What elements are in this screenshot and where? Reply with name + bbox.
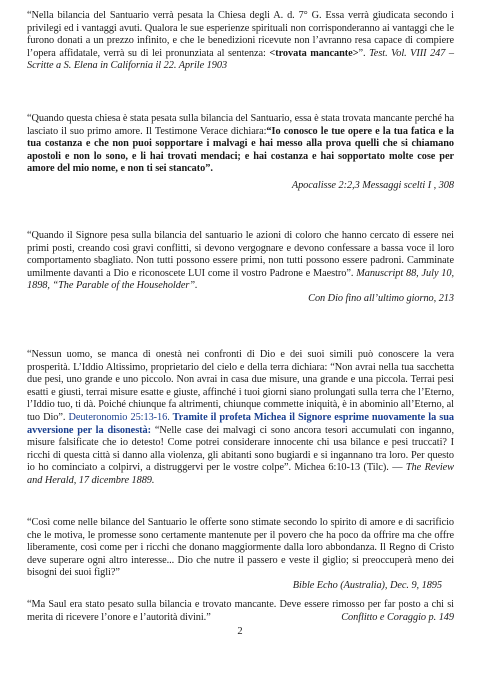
quote-4-bold: Tramite il profeta Michea il Signore esprime nuovamente la sua avversione per la disonestà:	[27, 411, 454, 436]
quote-1	[27, 10, 454, 73]
quote-6-citation: Conflitto e Coraggio p. 149	[341, 611, 454, 623]
page-number: 2	[237, 626, 243, 637]
quote-3-text: “Quando il Signore pesa sulla bilancia del santuario le azioni di coloro che hanno cercato di essere nei primi posti, creando così gravi conflitti, si devono vergognare e devono confessare a bassa voce il loro comportamento sbagliato. Non tutti possono essere primi, non tutti possono essere padroni. Camminate umilmente davanti a Dio e riconoscete LUI come il vostro Padrone e Maestro”.	[27, 230, 454, 279]
quote-5-text: “Così come nelle bilance del Santuario le offerte sono stimate secondo lo spirito di amore e di sacrificio che le motiva, le promesse sono certamente mantenute per il povero che ha poco da offrire ma che offre liberamente, così come per i ricchi che donano maggiormente dalla loro abbondanza. Il Regno di Cristo deve superare ogni altro interesse... Dio che nutre il passero e veste il giglio; si preoccuperà meno dei bisogni dei suoi figli?”	[27, 517, 454, 579]
quote-6	[27, 599, 454, 624]
quote-2-bold: “Io conosco le tue opere e la tua fatica e la tua costanza e che non puoi sopportare i malvagi e hai messo alla prova quelli che si chiamano apostoli e non lo sono, e li hai trovati mendaci; e hai costanza e hai sopportato molte cose per amore del mio nome, e non ti sei stancato”.	[27, 125, 454, 175]
quote-3	[27, 230, 454, 306]
quote-1-citation: Test. Vol. VIII 247 – Scritte a S. Elena in California il 22. Aprile 1903	[27, 47, 454, 72]
quote-2	[27, 113, 454, 193]
quote-6-text: “Ma Saul era stato pesato sulla bilancia e trovato mancante. Deve essere rimosso per far posto a chi si merita di ricevere l’onore e l’autorità divini.”	[27, 599, 454, 623]
quote-4	[27, 349, 454, 488]
quote-5-reference: Bible Echo (Australia), Dec. 9, 1895	[292, 579, 442, 591]
quote-4-text: “Nessun uomo, se manca di onestà nei confronti di Dio e dei suoi simili può conoscere la vera prosperità. L’Iddio Altissimo, proprietario del cielo e della terra dichiara: “Non avrai nella tua sacchetta due pesi, uno grande e uno piccolo. Non avrai in casa due misure, una grande e una piccola. Terrai pesi esatti e giusti, terrai misure esatte e giuste, affinché i tuoi giorni siano prolungati sulla terra che l’Eterno, l’Iddio tuo, ti dà. Poiché chiunque fa altrimenti, chiunque commette iniquità, è in abominio all’Eterno, al tuo Dio”.	[27, 349, 454, 423]
quote-4-reference: Deuteronomio 25:13-16.	[68, 411, 170, 423]
quote-3-reference: Con Dio fino all’ultimo giorno, 213	[308, 292, 454, 304]
quote-5	[27, 517, 454, 593]
quote-4-citation: The Review and Herald, 17 dicembre 1889.	[27, 462, 455, 486]
quote-4-text-2: “Nelle case dei malvagi ci sono ancora tesori accumulati con inganno, misure falsificate che io detesto! Come potrei considerare innocente chi usa bilance e pesi truccati? I ricchi di questa città si danno alla violenza, gli abitanti sono bugiardi e si ingannano tra loro. Per questo io ho cominciato a colpirvi, a distruggervi per le vostre colpe”. Michea 6:10-13 (Tilc). —	[27, 424, 454, 474]
quote-1-text: “Nella bilancia del Santuario verrà pesata la Chiesa degli A. d. 7° G. Essa verrà giudicata secondo i privilegi ed i vantaggi avuti. Qualora le sue esperienze spirituali non corrisponderanno ai vantaggi che le furono donati a un prezzo infinito, e che le benedizioni ricevute non l’avranno resa capace di compiere l’opera affidatale, verrà su di lei pronunziata al sentenza:	[27, 10, 454, 59]
quote-2-text: “Quando questa chiesa è stata pesata sulla bilancia del Santuario, essa è stata trovata mancante perché ha lasciato il suo primo amore. Il Testimone Verace dichiara:	[27, 113, 454, 137]
quote-2-reference: Apocalisse 2:2,3 Messaggi scelti I , 308	[291, 179, 454, 191]
quote-1-bold: <trovata mancante>	[269, 47, 359, 59]
quote-1-after: ”.	[358, 47, 370, 59]
quote-3-citation: Manuscript 88, July 10, 1898, “The Parable of the Householder”.	[27, 267, 454, 292]
